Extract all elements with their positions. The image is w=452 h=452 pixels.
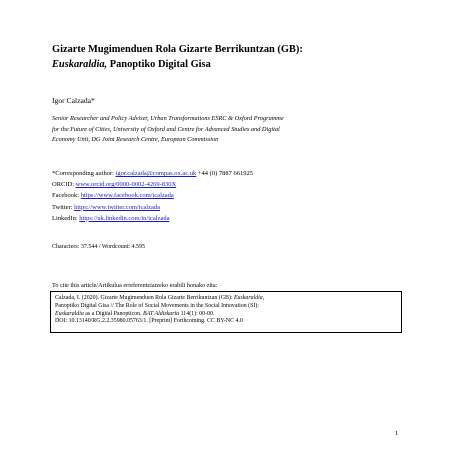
title-italic: Euskaraldia, <box>52 59 108 70</box>
affiliation-line: Senior Researcher and Policy Adviser, Urban Transformations ESRC & Oxford Programme <box>52 115 284 122</box>
paper-title <box>52 42 432 72</box>
citation-text: 114(1): 00-00. <box>179 310 215 317</box>
contact-block <box>52 168 253 224</box>
citation-text: as a Digital Panopticon. <box>83 310 144 317</box>
citation-box <box>50 291 402 333</box>
phone-number: +44 (0) 7887 661925 <box>196 170 254 177</box>
orcid-label: ORCID: <box>52 181 76 189</box>
citation-line-2: Panoptiko Digital Gisa // The Role of Social Movements in the Social Innovation (SI): <box>55 302 259 309</box>
author-affiliation <box>52 114 402 146</box>
citation-heading: To cite this article/Artikulua erreferentziatzeko erabili honako zita: <box>52 282 218 289</box>
facebook-row <box>52 190 253 201</box>
corresponding-label: *Corresponding author: <box>52 170 116 177</box>
affiliation-line: for the Future of Cities, University of Oxford and Centre for Advanced Studies and Digital <box>52 125 280 133</box>
email-link[interactable]: igor.calzada@compas.ox.ac.uk <box>115 170 197 177</box>
title-line-2 <box>52 57 432 72</box>
twitter-row <box>52 202 253 213</box>
orcid-row <box>52 179 253 190</box>
citation-italic: Euskaraldia <box>55 310 84 317</box>
citation-line-4: DOI: 10.13140/RG.2.2.35980.05763/1. [Preprint] Forthcoming. CC BY-NC 4.0 <box>55 318 243 325</box>
orcid-link[interactable]: www.orcid.org/0000-0002-4269-830X <box>75 181 177 189</box>
title-line-1: Gizarte Mugimenduen Rola Gizarte Berrikuntzan (GB): <box>52 44 303 55</box>
page-number: 1 <box>395 430 399 437</box>
citation-italic: Euskaraldia, <box>233 295 265 301</box>
citation-text: Calzada, I. (2020). Gizarte Mugimenduen Rola Gizarte Berrikuntzan (GB): <box>55 295 234 301</box>
twitter-label: Twitter: <box>52 203 75 211</box>
facebook-label: Facebook: <box>52 192 81 200</box>
title-line-2-rest: Panoptiko Digital Gisa <box>107 59 211 70</box>
citation-line-3 <box>55 311 401 319</box>
corresponding-author-row <box>52 168 253 179</box>
word-count: Characters: 37.544 / Wordcount: 4.595 <box>52 244 146 250</box>
twitter-link[interactable]: https://www.twitter.com/icalzada <box>74 203 160 211</box>
linkedin-link[interactable]: https://uk.linkedin.com/in/icalzada <box>79 214 170 222</box>
citation-line-1 <box>55 295 401 303</box>
linkedin-label: LinkedIn: <box>52 214 80 222</box>
citation-journal: BAT Aldizkaria <box>143 310 180 317</box>
author-name: Igor Calzada* <box>52 96 95 105</box>
affiliation-line: Economy Unit, DG Joint Research Centre, European Commission <box>52 136 219 143</box>
linkedin-row <box>52 213 253 224</box>
facebook-link[interactable]: https://www.facebook.com/icalzada <box>80 192 174 200</box>
